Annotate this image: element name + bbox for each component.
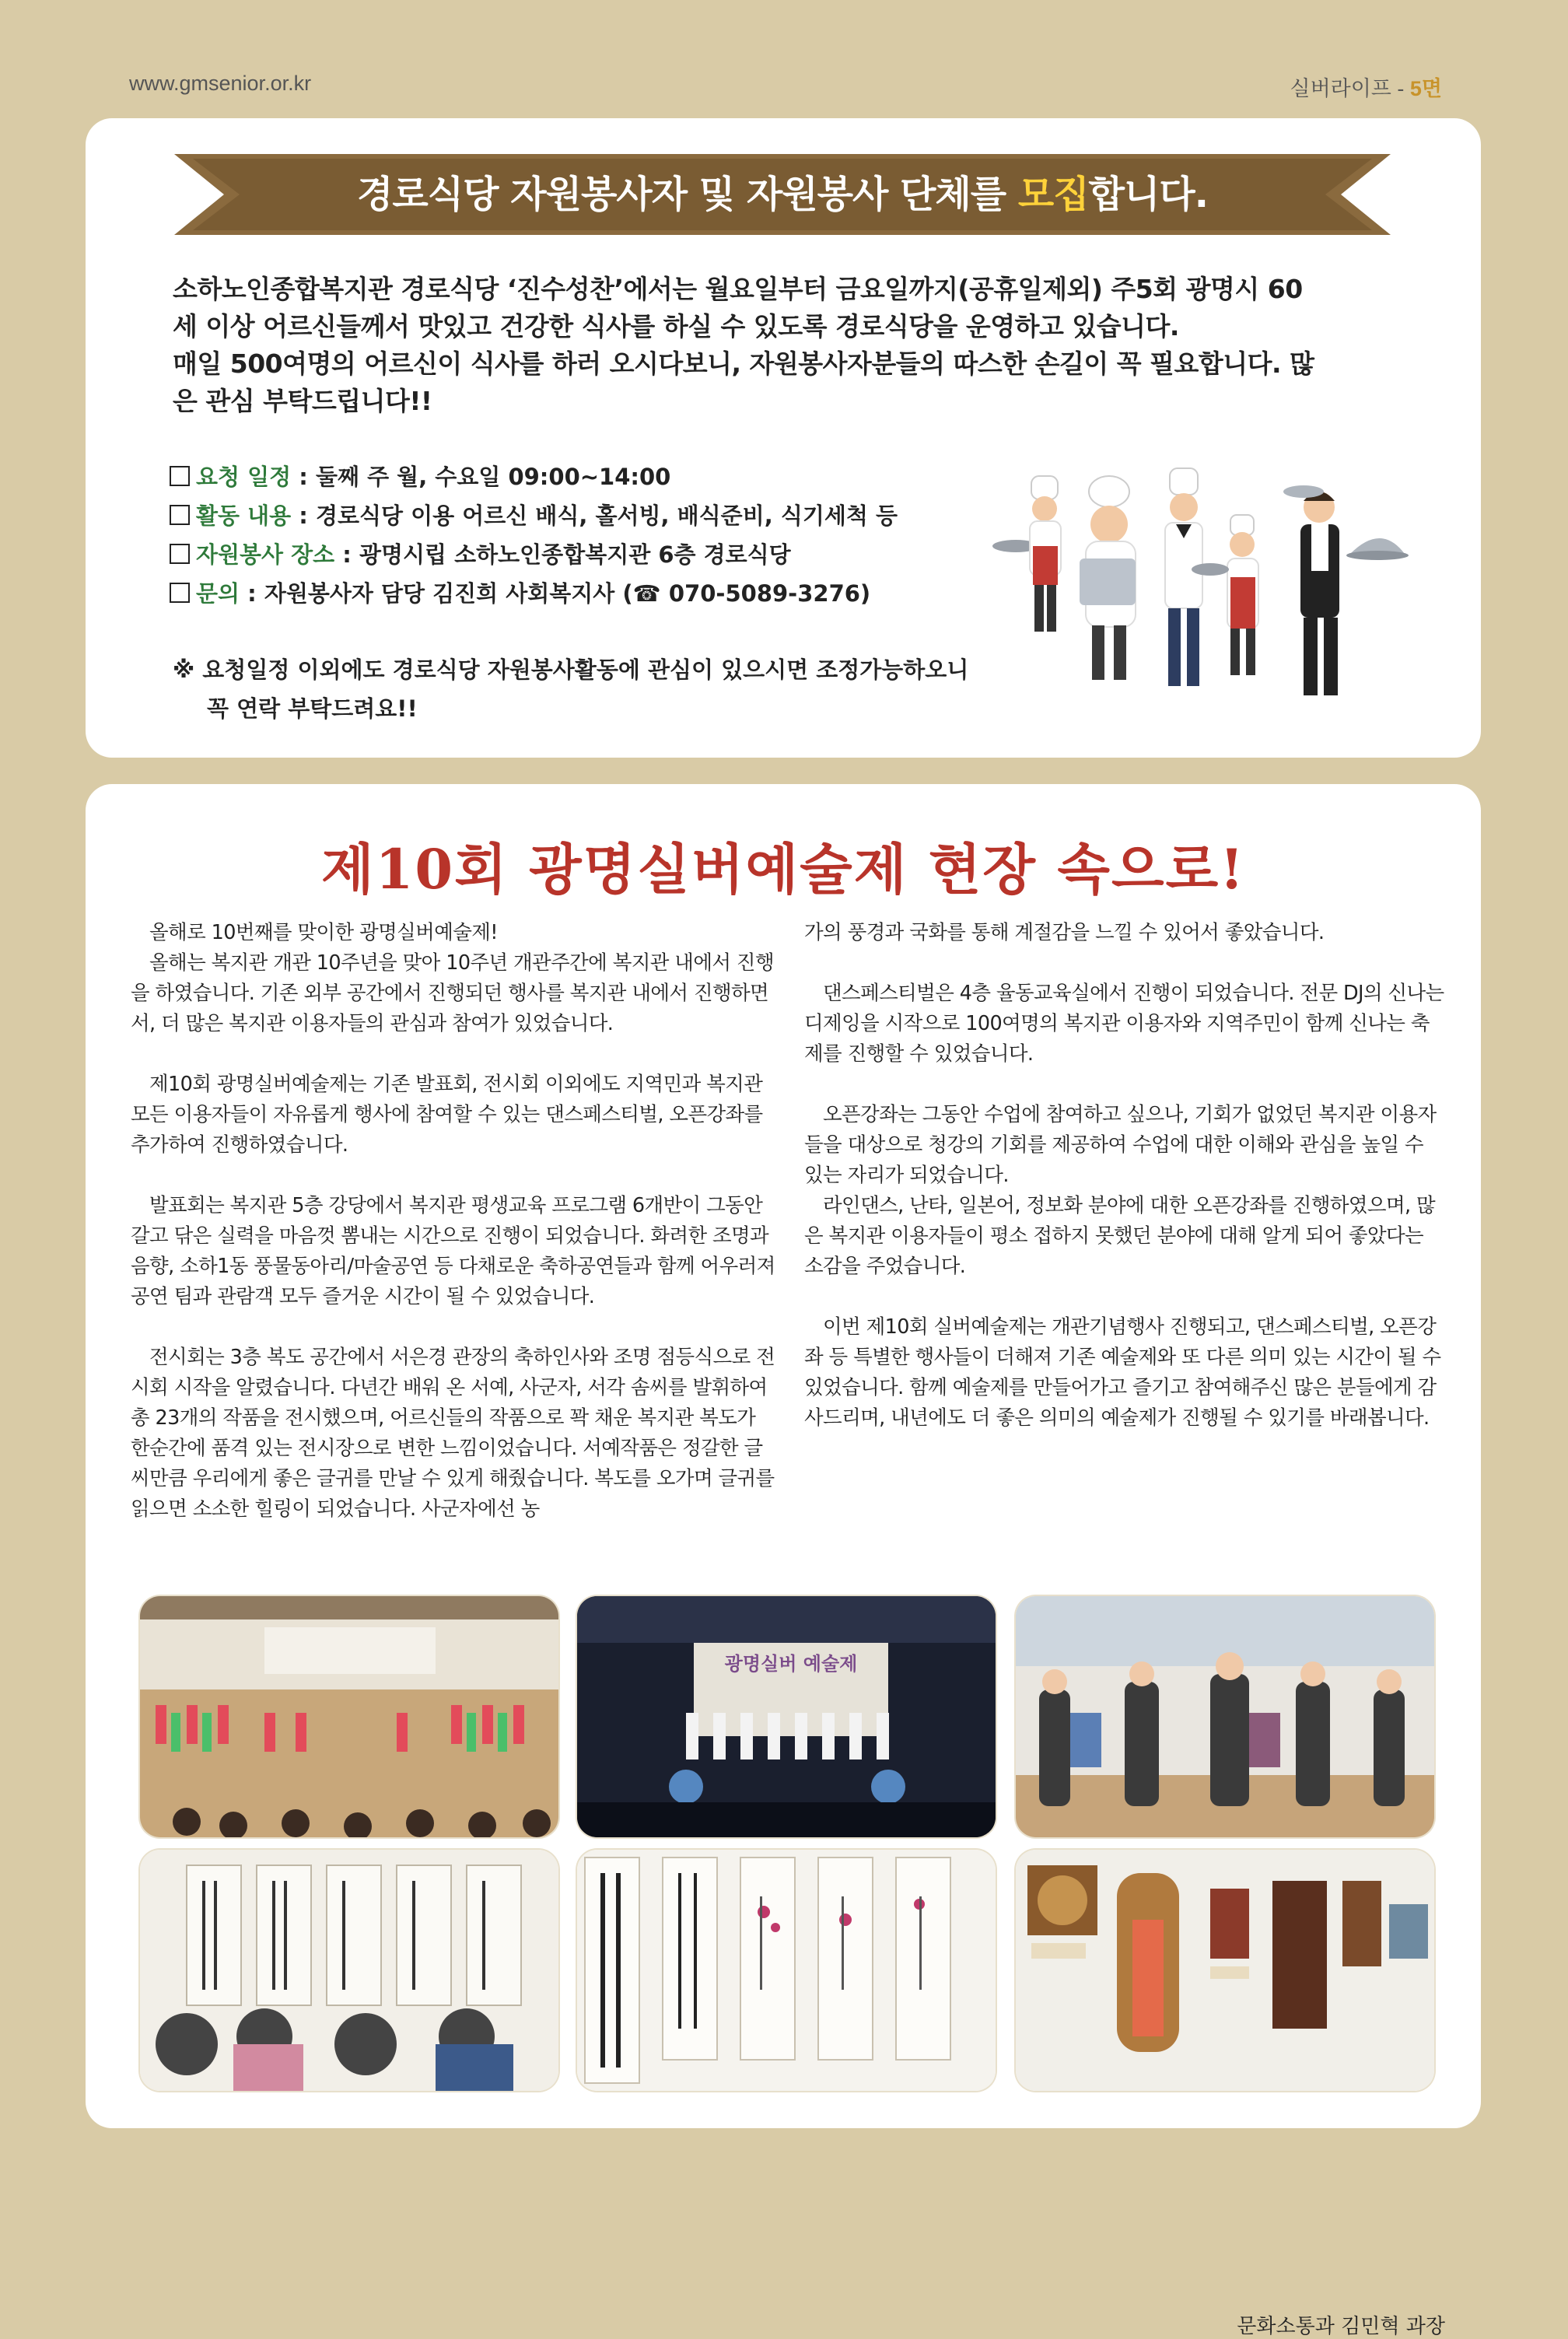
section-name: 실버라이프 - xyxy=(1290,77,1410,100)
article-paragraph: 댄스페스티벌은 4층 율동교육실에서 진행이 되었습니다. 전문 DJ의 신나는 디제잉을 시작으로 100여명의 복지관 이용자와 지역주민이 함께 신나는 축제를 진행할 수 있었습니다. xyxy=(804,982,1444,1066)
recruit-intro xyxy=(173,271,1495,420)
chef-illustration xyxy=(992,460,1412,709)
stage-banner-text: 광명실버 예술제 xyxy=(724,1653,858,1675)
page-number: 5면 xyxy=(1409,77,1442,100)
note-line: ※ 요청일정 이외에도 경로식당 자원봉사활동에 관심이 있으시면 조정가능하오니 xyxy=(173,657,969,683)
article-signature: 문화소통과 김민혁 과장 xyxy=(1237,2315,1445,2338)
photo-carved-artworks xyxy=(1016,1850,1434,2091)
article-paragraph: 라인댄스, 난타, 일본어, 정보화 분야에 대한 오픈강좌를 진행하였으며, 많은 복지관 이용자들이 평소 접하지 못했던 분야에 대해 알게 되어 좋았다는 소감을 주었습니다. xyxy=(804,1194,1436,1278)
checkbox-icon xyxy=(170,544,190,564)
info-value: : 자원봉사자 담당 김진희 사회복지사 (☎ 070-5089-3276) xyxy=(240,580,871,607)
info-activity xyxy=(170,496,1025,535)
recruit-title-end: 합니다. xyxy=(1088,173,1208,216)
photo-calligraphy-exhibition xyxy=(140,1850,558,2091)
festival-article-card xyxy=(86,784,1481,2338)
recruit-banner xyxy=(174,154,1391,235)
article-paragraph: 전시회는 3층 복도 공간에서 서은경 관장의 축하인사와 조명 점등식으로 전시회 시작을 알렸습니다. 다년간 배워 온 서예, 사군자, 서각 솜씨를 발휘하여 총 23개의 작품을 전시했으며, 어르신들의 작품으로 꽉 채운 복지관 복도가 한순간에 품격 있는 전시장으로 변한 느낌이었습니다. 서예작품은 정갈한 글씨만큼 우리에게 좋은 글귀를 만날 수 있게 해줬습니다. 복도를 오가며 글귀를 읽으면 소소한 힐링이 되었습니다. 사군자에선 농 xyxy=(131,1346,775,1521)
info-label: 문의 xyxy=(196,580,240,607)
info-label: 자원봉사 장소 xyxy=(196,541,335,568)
photo-stage-concert xyxy=(577,1596,996,1837)
photo-dance-festival xyxy=(1016,1596,1434,1837)
recruit-note xyxy=(173,650,968,728)
volunteer-recruit-card xyxy=(86,118,1481,758)
recruit-title xyxy=(174,154,1391,235)
article-paragraph: 이번 제10회 실버예술제는 개관기념행사 진행되고, 댄스페스티벌, 오픈강좌 등 특별한 행사들이 더해져 기존 예술제와 또 다른 의미 있는 시간이 될 수 있었습니다. 함께 예술제를 만들어가고 즐기고 참여해주신 많은 분들에게 감사드리며, 내년에도 더 좋은 의미의 예술제가 진행될 수 있기를 바래봅니다. xyxy=(804,1315,1441,1430)
article-paragraph: 오픈강좌는 그동안 수업에 참여하고 싶으나, 기회가 없었던 복지관 이용자들을 대상으로 청강의 기회를 제공하여 수업에 대한 이해와 관심을 높일 수 있는 자리가 되었습니다. xyxy=(804,1103,1437,1187)
article-paragraph: 가의 풍경과 국화를 통해 계절감을 느낄 수 있어서 좋았습니다. xyxy=(804,921,1325,944)
info-value: : 광명시립 소하노인종합복지관 6층 경로식당 xyxy=(334,541,791,568)
article-right-column xyxy=(804,918,1445,1434)
info-label: 요청 일정 xyxy=(196,464,292,490)
checkbox-icon xyxy=(170,583,190,603)
photo-performance-hall xyxy=(140,1596,558,1837)
recruit-title-text: 경로식당 자원봉사자 및 자원봉사 단체를 xyxy=(357,173,1018,216)
intro-line: 세 이상 어르신들께서 맛있고 건강한 식사를 하실 수 있도록 경로식당을 운영하고 있습니다. xyxy=(173,311,1179,341)
article-paragraph: 올해는 복지관 개관 10주년을 맞아 10주년 개관주간에 복지관 내에서 진행을 하였습니다. 기존 외부 공간에서 진행되던 행사를 복지관 내에서 진행하면서, 더 많은 복지관 이용자들의 관심과 참여가 있었습니다. xyxy=(131,951,774,1035)
info-schedule xyxy=(170,457,1025,496)
info-value: : 경로식당 이용 어르신 배식, 홀서빙, 배식준비, 식기세척 등 xyxy=(291,502,898,529)
intro-line: 소하노인종합복지관 경로식당 ‘진수성찬’에서는 월요일부터 금요일까지(공휴일제외) 주5회 광명시 60 xyxy=(173,274,1303,304)
note-line: 꼭 연락 부탁드려요!! xyxy=(207,695,418,722)
photo-ink-paintings xyxy=(577,1850,996,2091)
article-paragraph: 올해로 10번째를 맞이한 광명실버예술제! xyxy=(149,921,498,944)
site-url: www.gmsenior.or.kr xyxy=(129,72,312,95)
article-paragraph: 발표회는 복지관 5층 강당에서 복지관 평생교육 프로그램 6개반이 그동안 갈고 닦은 실력을 마음껏 뽐내는 시간으로 진행이 되었습니다. 화려한 조명과 음향, 소하1동 풍물동아리/마술공연 등 다채로운 축하공연들과 함께 어우러져 공연 팀과 관람객 모두 즐거운 시간이 될 수 있었습니다. xyxy=(131,1194,775,1308)
article-left-column xyxy=(131,918,778,1525)
festival-title: 제10회 광명실버예술제 현장 속으로! xyxy=(321,837,1245,902)
info-place xyxy=(170,535,1025,574)
recruit-info-list xyxy=(170,457,1025,613)
info-value: : 둘째 주 월, 수요일 09:00~14:00 xyxy=(291,464,671,490)
recruit-title-highlight: 모집 xyxy=(1017,173,1089,216)
info-label: 활동 내용 xyxy=(196,502,292,529)
checkbox-icon xyxy=(170,505,190,525)
info-contact xyxy=(170,574,1025,613)
intro-line: 은 관심 부탁드립니다!! xyxy=(173,386,432,416)
page-indicator xyxy=(1290,72,1442,102)
article-paragraph: 제10회 광명실버예술제는 기존 발표회, 전시회 이외에도 지역민과 복지관 모든 이용자들이 자유롭게 행사에 참여할 수 있는 댄스페스티벌, 오픈강좌를 추가하여 진행하였습니다. xyxy=(131,1073,763,1157)
checkbox-icon xyxy=(170,466,190,486)
intro-line: 매일 500여명의 어르신이 식사를 하러 오시다보니, 자원봉사자분들의 따스한 손길이 꼭 필요합니다. 많 xyxy=(173,348,1314,379)
